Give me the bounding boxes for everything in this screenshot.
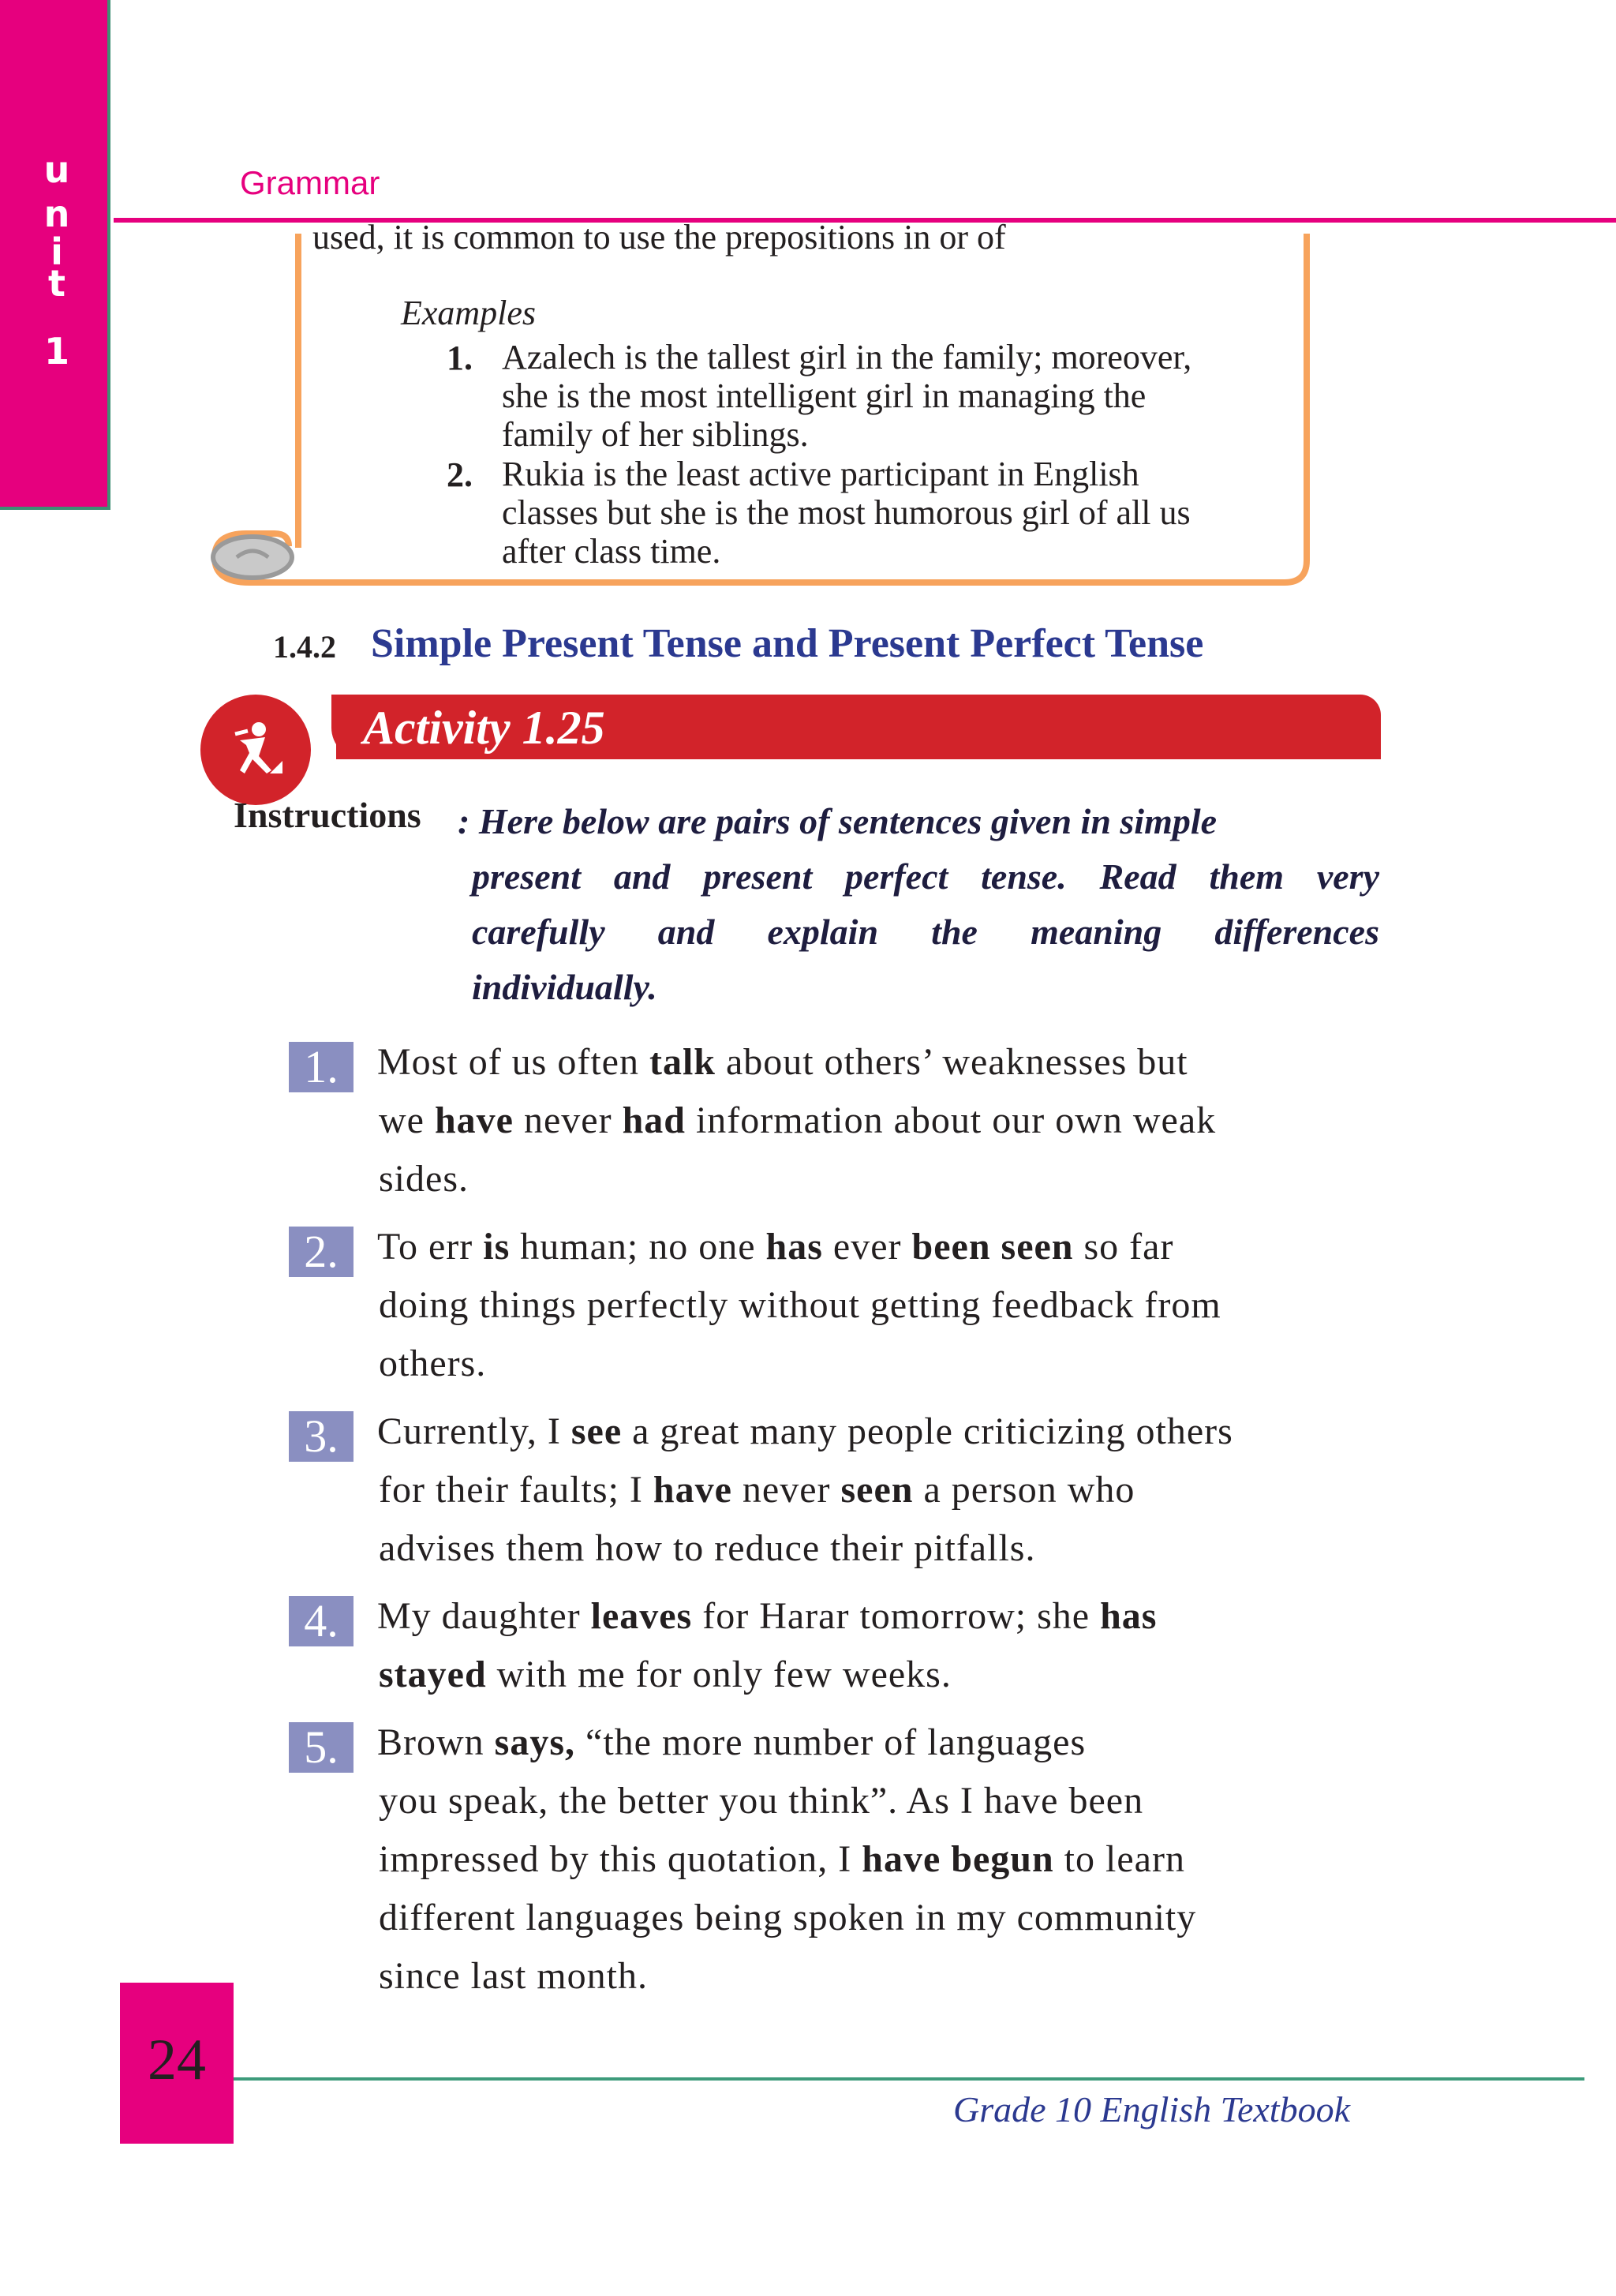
item-line [377, 1225, 1173, 1269]
activity-icon-badge [200, 695, 311, 805]
example-line: after class time. [502, 532, 721, 571]
box-intro-text: used, it is common to use the prepositions in or of [312, 218, 1006, 257]
unit-tab [0, 0, 110, 510]
activity-title: Activity 1.25 [363, 702, 605, 754]
item-line [377, 1040, 1188, 1084]
unit-tab-letter: i [50, 230, 63, 273]
example-number: 1. [447, 339, 473, 377]
sentence-text: never [731, 1469, 841, 1511]
item-line [377, 1410, 1233, 1454]
emphasized-verb: has [765, 1226, 823, 1268]
sentence-text: information about our own weak [685, 1099, 1217, 1141]
sentence-text: Currently, I [377, 1410, 571, 1452]
section-number: 1.4.2 [273, 629, 336, 665]
example-line: family of her siblings. [502, 415, 809, 454]
unit-tab-letter: n [43, 193, 70, 235]
instructions-line: individually. [472, 967, 657, 1007]
example-line: classes but she is the most humorous girl of all us [502, 493, 1191, 532]
example-line: Rukia is the least active participant in English [502, 455, 1139, 493]
instructions-line: : Here below are pairs of sentences given in simple [458, 801, 1218, 841]
item-line [379, 1283, 1221, 1328]
emphasized-verb: leaves [590, 1595, 693, 1637]
sentence-text: To err [377, 1226, 484, 1268]
item-line [379, 1157, 469, 1201]
footer-rule [234, 2077, 1584, 2081]
sentence-text: impressed by this quotation, I [379, 1838, 862, 1880]
sentence-text: since last month. [379, 1955, 648, 1997]
sentence-text: Most of us often [377, 1041, 649, 1083]
item-line [379, 1526, 1035, 1571]
example-line: Azalech is the tallest girl in the family; moreover, [502, 338, 1192, 376]
sentence-text: with me for only few weeks. [486, 1654, 952, 1695]
item-line [379, 1779, 1143, 1823]
emphasized-verb: have begun [862, 1838, 1054, 1880]
emphasized-verb: have [653, 1469, 732, 1511]
sentence-text: a great many people criticizing others [622, 1410, 1233, 1452]
emphasized-verb: been seen [911, 1226, 1074, 1268]
footer-book-title: Grade 10 English Textbook [953, 2089, 1350, 2129]
sentence-text: doing things perfectly without getting feedback from [379, 1284, 1221, 1326]
sentence-text: about others’ weaknesses but [716, 1041, 1188, 1083]
item-number-box: 3. [289, 1411, 354, 1462]
item-number-box: 5. [289, 1722, 354, 1773]
page-number: 24 [148, 2028, 206, 2092]
sentence-text: a person who [913, 1469, 1135, 1511]
unit-tab-letter: t [48, 262, 65, 305]
examples-label: Examples [401, 294, 537, 332]
item-line [379, 1099, 1216, 1143]
emphasized-verb: have [434, 1099, 514, 1141]
header-section-label: Grammar [240, 164, 380, 201]
sentence-text: human; no one [510, 1226, 766, 1268]
section-title: Simple Present Tense and Present Perfect Tense [371, 621, 1204, 666]
sentence-text: we [379, 1099, 435, 1141]
item-number-box: 4. [289, 1596, 354, 1646]
item-number-box: 1. [289, 1042, 354, 1092]
example-number: 2. [447, 455, 473, 494]
instructions-line: present and present perfect tense. Read them very [472, 856, 1379, 897]
emphasized-verb: is [483, 1226, 511, 1268]
sentence-text: My daughter [377, 1595, 591, 1637]
item-line [379, 1468, 1135, 1512]
sentence-text: for their faults; I [379, 1469, 653, 1511]
sentence-text: to learn [1053, 1838, 1185, 1880]
emphasized-verb: stayed [379, 1654, 487, 1695]
item-line [377, 1721, 1086, 1765]
emphasized-verb: says, [494, 1721, 576, 1763]
sentence-text: others. [379, 1343, 487, 1384]
sentence-text: so far [1073, 1226, 1174, 1268]
example-line: she is the most intelligent girl in managing the [502, 376, 1147, 415]
activity-person-icon [200, 695, 311, 805]
instructions-label: Instructions [234, 795, 421, 835]
sentence-text: sides. [379, 1158, 469, 1200]
item-number-box: 2. [289, 1227, 354, 1277]
item-line [379, 1837, 1185, 1882]
sentence-text: advises them how to reduce their pitfalls. [379, 1527, 1036, 1569]
item-line [379, 1896, 1196, 1940]
instructions-line: carefully and explain the meaning differences [472, 912, 1379, 952]
emphasized-verb: had [622, 1099, 686, 1141]
item-line [379, 1653, 952, 1697]
unit-tab-letter: 1 [43, 330, 69, 373]
item-line [379, 1954, 648, 1998]
sentence-text: “the more number of languages [575, 1721, 1087, 1763]
emphasized-verb: seen [840, 1469, 914, 1511]
sentence-text: you speak, the better you think”. As I have been [379, 1780, 1144, 1822]
sentence-text: ever [822, 1226, 912, 1268]
item-line [377, 1594, 1157, 1639]
sentence-text: different languages being spoken in my community [379, 1897, 1197, 1938]
sentence-text: never [513, 1099, 623, 1141]
unit-tab-letter: u [43, 148, 70, 191]
sentence-text: for Harar tomorrow; she [692, 1595, 1101, 1637]
sentence-text: Brown [377, 1721, 495, 1763]
emphasized-verb: has [1100, 1595, 1158, 1637]
emphasized-verb: talk [649, 1041, 716, 1083]
emphasized-verb: see [570, 1410, 623, 1452]
item-line [379, 1342, 486, 1386]
